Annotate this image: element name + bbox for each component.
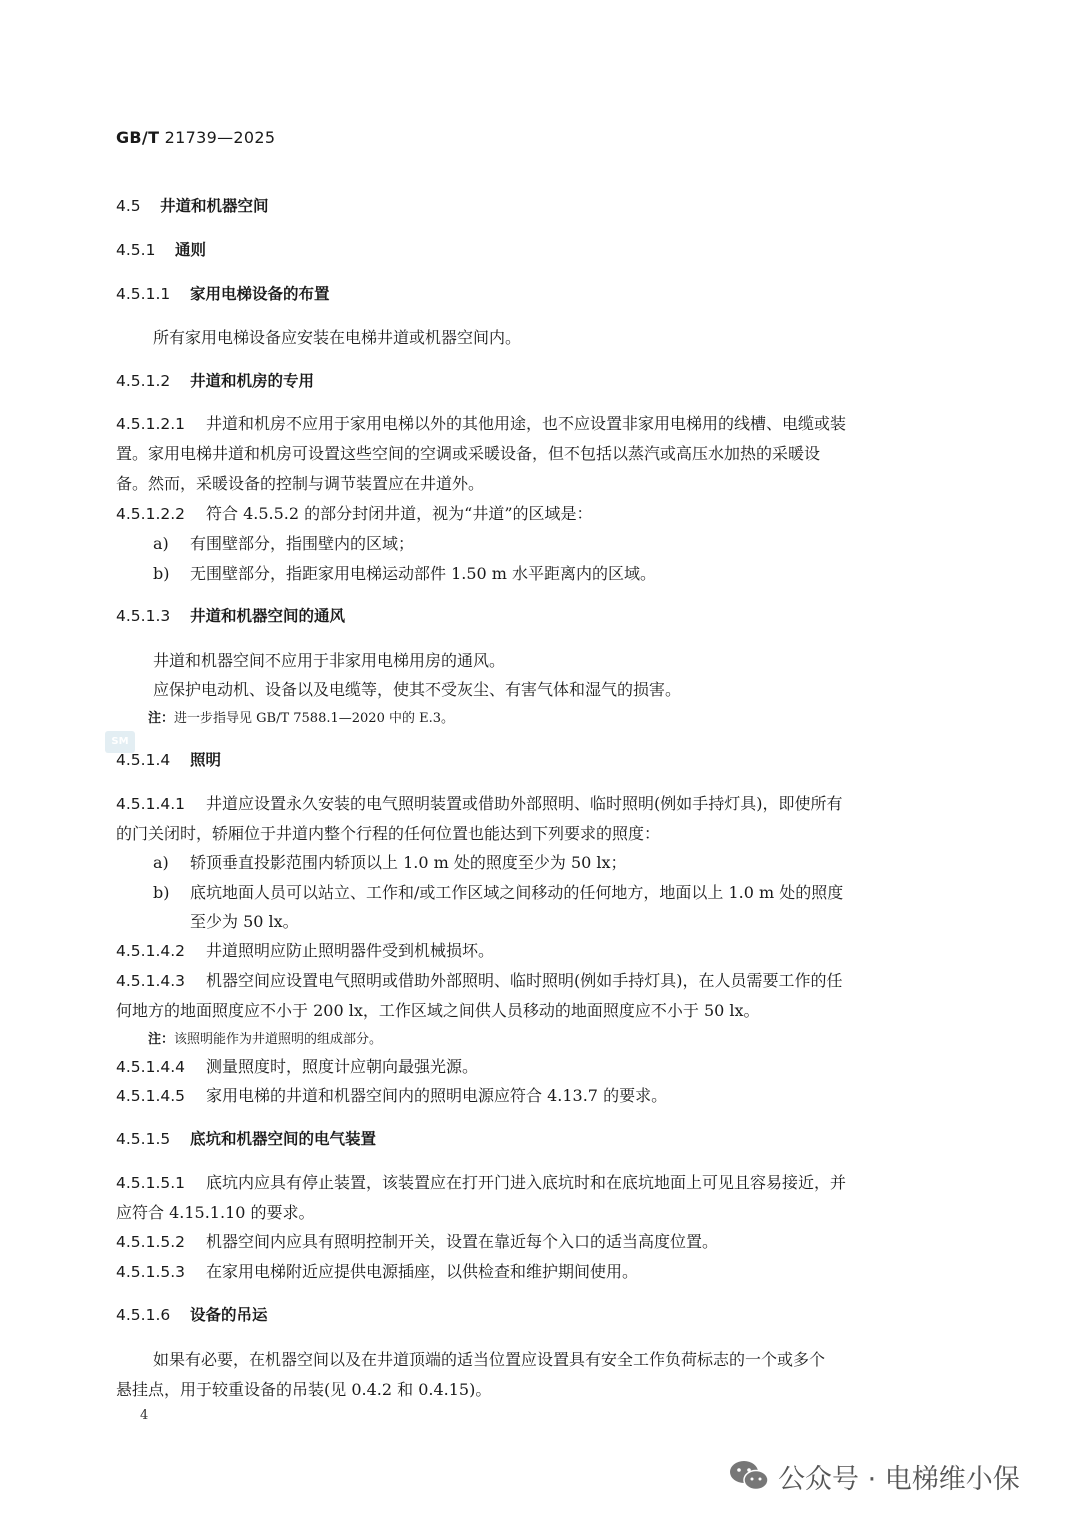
paragraph: 所有家用电梯设备应安装在电梯井道或机器空间内。 xyxy=(153,328,522,347)
section-heading-4-5-1-5: 4.5.1.5 底坑和机器空间的电气装置 xyxy=(116,1130,377,1148)
list-item: b) 无围壁部分，指距家用电梯运动部件 1.50 m 水平距离内的区域。 xyxy=(153,564,657,583)
clause-4-5-1-4-1-line: 4.5.1.4.1 井道应设置永久安装的电气照明装置或借助外部照明、临时照明(例如手持灯具)，即使所有 xyxy=(116,794,843,813)
clause-4-5-1-4-2: 4.5.1.4.2 井道照明应防止照明器件受到机械损坏。 xyxy=(116,941,495,960)
clause-4-5-1-5-2: 4.5.1.5.2 机器空间内应具有照明控制开关，设置在靠近每个入口的适当高度位置。 xyxy=(116,1232,719,1251)
section-heading-4-5-1-6: 4.5.1.6 设备的吊运 xyxy=(116,1306,268,1324)
stamp-logo-icon: SM xyxy=(105,731,135,753)
wechat-icon xyxy=(728,1458,770,1492)
clause-line: 置。家用电梯井道和机房可设置这些空间的空调或采暖设备，但不包括以蒸汽或高压水加热的采暖设 xyxy=(116,444,821,463)
section-heading-4-5: 4.5 井道和机器空间 xyxy=(116,197,269,215)
clause-line: 的门关闭时，轿厢位于井道内整个行程的任何位置也能达到下列要求的照度： xyxy=(116,824,661,843)
watermark-text: 公众号 · 电梯维小保 xyxy=(778,1464,1020,1495)
clause-4-5-1-5-3: 4.5.1.5.3 在家用电梯附近应提供电源插座，以供检查和维护期间使用。 xyxy=(116,1262,639,1281)
clause-4-5-1-4-4: 4.5.1.4.4 测量照度时，照度计应朝向最强光源。 xyxy=(116,1057,479,1076)
page-number: 4 xyxy=(140,1408,149,1423)
list-item: b) 底坑地面人员可以站立、工作和/或工作区域之间移动的任何地方，地面以上 1.0 m 处的照度 xyxy=(153,883,844,902)
paragraph: 井道和机器空间不应用于非家用电梯用房的通风。 xyxy=(153,651,506,670)
list-item: a) 轿顶垂直投影范围内轿顶以上 1.0 m 处的照度至少为 50 lx； xyxy=(153,853,627,872)
section-heading-4-5-1: 4.5.1 通则 xyxy=(116,241,207,259)
section-heading-4-5-1-1: 4.5.1.1 家用电梯设备的布置 xyxy=(116,285,330,303)
paragraph: 应保护电动机、设备以及电缆等，使其不受灰尘、有害气体和湿气的损害。 xyxy=(153,680,682,699)
paragraph: 如果有必要，在机器空间以及在井道顶端的适当位置应设置具有安全工作负荷标志的一个或多个 xyxy=(153,1350,826,1369)
section-heading-4-5-1-4: 4.5.1.4 照明 xyxy=(116,751,222,769)
clause-4-5-1-4-5: 4.5.1.4.5 家用电梯的井道和机器空间内的照明电源应符合 4.13.7 的要求。 xyxy=(116,1086,668,1105)
clause-4-5-1-2-2-line: 4.5.1.2.2 符合 4.5.5.2 的部分封闭井道，视为“井道”的区域是： xyxy=(116,504,593,523)
section-heading-4-5-1-3: 4.5.1.3 井道和机器空间的通风 xyxy=(116,607,346,625)
section-heading-4-5-1-2: 4.5.1.2 井道和机房的专用 xyxy=(116,372,315,390)
list-item-continuation: 至少为 50 lx。 xyxy=(190,912,299,931)
clause-4-5-1-2-1-line: 4.5.1.2.1 井道和机房不应用于家用电梯以外的其他用途，也不应设置非家用电梯用的线槽、电缆或装 xyxy=(116,414,847,433)
standard-id: GB/T 21739—2025 xyxy=(116,128,276,147)
list-item: a) 有围壁部分，指围壁内的区域； xyxy=(153,534,415,553)
note: 注：该照明能作为井道照明的组成部分。 xyxy=(148,1032,383,1047)
clause-line: 备。然而，采暖设备的控制与调节装置应在井道外。 xyxy=(116,474,485,493)
note: 注：进一步指导见 GB/T 7588.1—2020 中的 E.3。 xyxy=(148,711,454,726)
clause-4-5-1-4-3-line: 4.5.1.4.3 机器空间应设置电气照明或借助外部照明、临时照明(例如手持灯具)，在人员需要工作的任 xyxy=(116,971,843,990)
clause-line: 何地方的地面照度应不小于 200 lx，工作区域之间供人员移动的地面照度应不小于 50 lx。 xyxy=(116,1001,760,1020)
clause-line: 应符合 4.15.1.10 的要求。 xyxy=(116,1203,315,1222)
clause-4-5-1-5-1-line: 4.5.1.5.1 底坑内应具有停止装置，该装置应在打开门进入底坑时和在底坑地面上可见且容易接近，并 xyxy=(116,1173,847,1192)
paragraph-continuation: 悬挂点，用于较重设备的吊装(见 0.4.2 和 0.4.15)。 xyxy=(116,1380,492,1399)
